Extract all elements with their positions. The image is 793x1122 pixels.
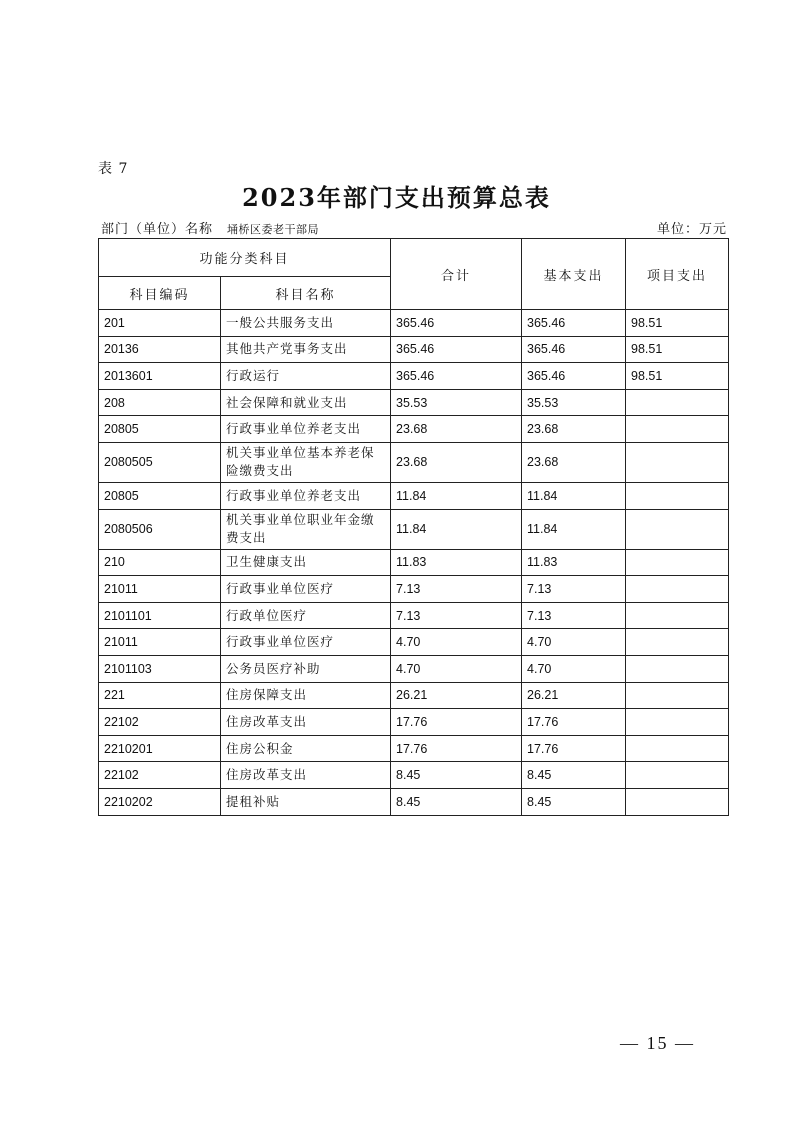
name-cell: 一般公共服务支出 [221, 310, 391, 337]
code-cell: 20136 [99, 336, 221, 363]
table-row [99, 576, 729, 603]
total-cell: 365.46 [391, 363, 522, 390]
total-cell: 7.13 [391, 602, 522, 629]
project-cell [626, 482, 729, 509]
table-row [99, 416, 729, 443]
project-cell [626, 416, 729, 443]
basic-cell: 26.21 [522, 682, 626, 709]
table-row [99, 310, 729, 337]
basic-cell: 7.13 [522, 576, 626, 603]
department-name: 埇桥区委老干部局 [227, 223, 320, 236]
code-cell: 201 [99, 310, 221, 337]
table-row [99, 735, 729, 762]
code-cell: 210 [99, 549, 221, 576]
table-body [99, 310, 729, 816]
code-cell: 20805 [99, 482, 221, 509]
name-cell: 住房改革支出 [221, 709, 391, 736]
basic-cell: 8.45 [522, 788, 626, 815]
table-row [99, 602, 729, 629]
project-cell [626, 762, 729, 789]
total-cell: 17.76 [391, 735, 522, 762]
total-cell: 11.83 [391, 549, 522, 576]
header-name: 科目名称 [221, 277, 391, 310]
name-cell: 住房保障支出 [221, 682, 391, 709]
total-cell: 8.45 [391, 762, 522, 789]
department-label: 部门（单位）名称 [101, 222, 214, 237]
basic-cell: 365.46 [522, 310, 626, 337]
code-cell: 208 [99, 389, 221, 416]
project-cell [626, 629, 729, 656]
total-cell: 11.84 [391, 509, 522, 549]
name-cell: 机关事业单位职业年金缴费支出 [221, 509, 391, 549]
unit-label: 单位：万元 [656, 222, 727, 237]
total-cell: 17.76 [391, 709, 522, 736]
table-row [99, 549, 729, 576]
code-cell: 2210202 [99, 788, 221, 815]
basic-cell: 23.68 [522, 442, 626, 482]
code-cell: 2013601 [99, 363, 221, 390]
project-cell [626, 735, 729, 762]
table-row [99, 482, 729, 509]
name-cell: 住房改革支出 [221, 762, 391, 789]
table-row [99, 509, 729, 549]
basic-cell: 4.70 [522, 655, 626, 682]
table-row [99, 655, 729, 682]
project-cell: 98.51 [626, 310, 729, 337]
header-code: 科目编码 [99, 277, 221, 310]
name-cell: 行政事业单位医疗 [221, 576, 391, 603]
basic-cell: 23.68 [522, 416, 626, 443]
page-number: — 15 — [620, 1033, 695, 1053]
table-row [99, 363, 729, 390]
name-cell: 公务员医疗补助 [221, 655, 391, 682]
header-basic: 基本支出 [522, 239, 626, 310]
table-row [99, 629, 729, 656]
table-row [99, 389, 729, 416]
basic-cell: 11.84 [522, 482, 626, 509]
total-cell: 23.68 [391, 416, 522, 443]
basic-cell: 35.53 [522, 389, 626, 416]
code-cell: 2101103 [99, 655, 221, 682]
code-cell: 22102 [99, 762, 221, 789]
project-cell [626, 788, 729, 815]
page-title: 2023年部门支出预算总表 [242, 183, 551, 212]
department-line [101, 218, 319, 237]
code-cell: 221 [99, 682, 221, 709]
basic-cell: 17.76 [522, 735, 626, 762]
project-cell [626, 602, 729, 629]
table-row [99, 682, 729, 709]
name-cell: 机关事业单位基本养老保险缴费支出 [221, 442, 391, 482]
basic-cell: 17.76 [522, 709, 626, 736]
total-cell: 4.70 [391, 629, 522, 656]
code-cell: 21011 [99, 629, 221, 656]
total-cell: 23.68 [391, 442, 522, 482]
table-row [99, 336, 729, 363]
header-project: 项目支出 [626, 239, 729, 310]
project-cell [626, 549, 729, 576]
project-cell: 98.51 [626, 363, 729, 390]
basic-cell: 11.84 [522, 509, 626, 549]
total-cell: 7.13 [391, 576, 522, 603]
basic-cell: 365.46 [522, 363, 626, 390]
total-cell: 4.70 [391, 655, 522, 682]
header-total: 合计 [391, 239, 522, 310]
total-cell: 8.45 [391, 788, 522, 815]
project-cell [626, 442, 729, 482]
name-cell: 住房公积金 [221, 735, 391, 762]
table-label: 表 7 [98, 161, 129, 177]
total-cell: 365.46 [391, 336, 522, 363]
total-cell: 365.46 [391, 310, 522, 337]
project-cell [626, 509, 729, 549]
basic-cell: 11.83 [522, 549, 626, 576]
basic-cell: 8.45 [522, 762, 626, 789]
code-cell: 22102 [99, 709, 221, 736]
name-cell: 行政事业单位医疗 [221, 629, 391, 656]
code-cell: 2080505 [99, 442, 221, 482]
project-cell [626, 576, 729, 603]
name-cell: 行政事业单位养老支出 [221, 416, 391, 443]
name-cell: 行政单位医疗 [221, 602, 391, 629]
name-cell: 其他共产党事务支出 [221, 336, 391, 363]
total-cell: 11.84 [391, 482, 522, 509]
basic-cell: 4.70 [522, 629, 626, 656]
basic-cell: 365.46 [522, 336, 626, 363]
name-cell: 行政运行 [221, 363, 391, 390]
name-cell: 卫生健康支出 [221, 549, 391, 576]
project-cell: 98.51 [626, 336, 729, 363]
name-cell: 行政事业单位养老支出 [221, 482, 391, 509]
table-row [99, 442, 729, 482]
code-cell: 2080506 [99, 509, 221, 549]
budget-table [98, 238, 729, 816]
total-cell: 35.53 [391, 389, 522, 416]
project-cell [626, 389, 729, 416]
code-cell: 21011 [99, 576, 221, 603]
name-cell: 社会保障和就业支出 [221, 389, 391, 416]
code-cell: 2210201 [99, 735, 221, 762]
code-cell: 20805 [99, 416, 221, 443]
project-cell [626, 655, 729, 682]
project-cell [626, 709, 729, 736]
code-cell: 2101101 [99, 602, 221, 629]
table-row [99, 788, 729, 815]
header-func-class: 功能分类科目 [99, 239, 391, 277]
name-cell: 提租补贴 [221, 788, 391, 815]
table-row [99, 762, 729, 789]
table-row [99, 709, 729, 736]
basic-cell: 7.13 [522, 602, 626, 629]
project-cell [626, 682, 729, 709]
total-cell: 26.21 [391, 682, 522, 709]
